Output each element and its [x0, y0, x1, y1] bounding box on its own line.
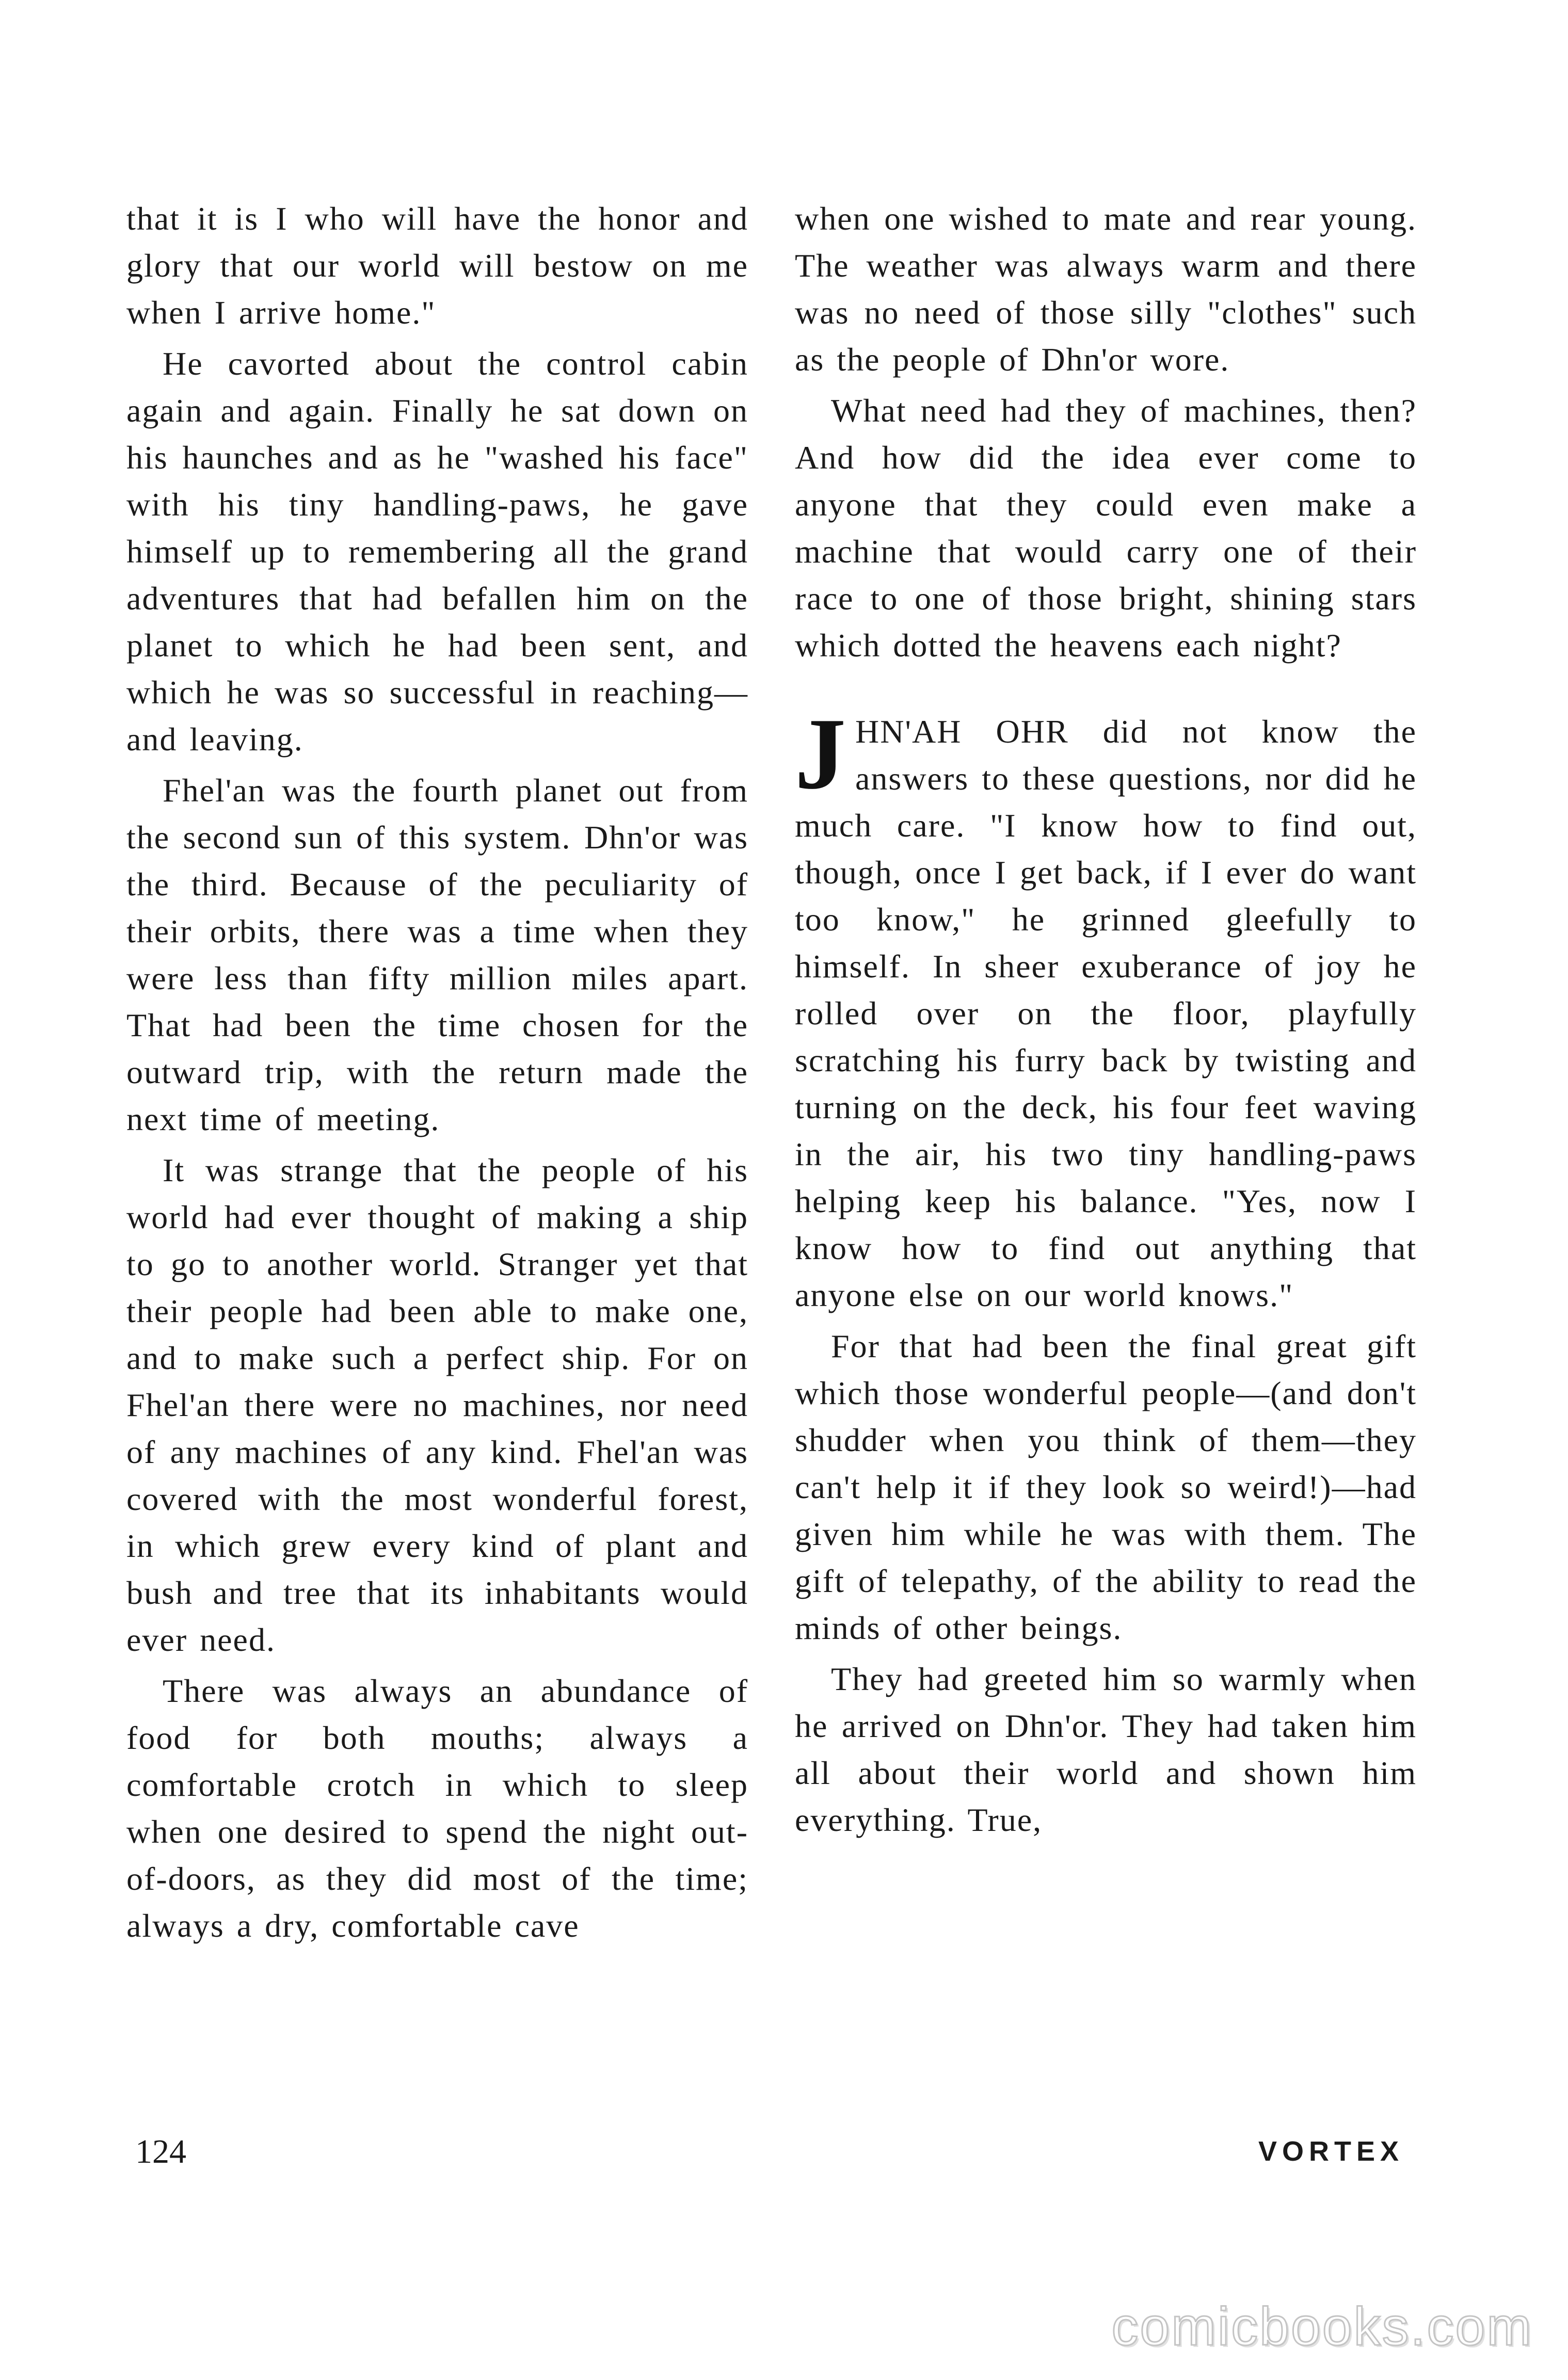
paragraph: For that had been the final great gift which those wonderful people—(and don't shudder when you think of them—they can't help it if they look so weird!)—had given him while he was with them. The gift of telepathy, of the ability to read the minds of other beings. — [795, 1328, 1417, 1646]
watermark: comicbooks.com — [1111, 2297, 1533, 2357]
drop-cap: J — [795, 697, 847, 810]
section-opening-paragraph — [795, 697, 1417, 1318]
paragraph: when one wished to mate and rear young. The weather was always warm and there was no need of those silly "clothes" such as the people of Dhn'or wore. — [795, 200, 1417, 378]
left-column — [126, 195, 748, 1953]
section-opening-text: HN'AH OHR did not know the answers to these questions, nor did he much care. "I know how to find out, though, once I get back, if I ever do want too know," he grinned gleefully to himself. In sheer exuberance of joy he rolled over on the floor, playfully scratching his furry back by twisting and turning on the deck, his four feet waving in the air, his two tiny handling-paws helping keep his balance. "Yes, now I know how to find out anything that anyone else on our world knows." — [795, 713, 1417, 1313]
right-column — [795, 195, 1417, 1847]
paragraph: that it is I who will have the honor and glory that our world will bestow on me when I arrive home." — [126, 200, 748, 331]
magazine-title: VORTEX — [1258, 2136, 1404, 2167]
page-number: 124 — [135, 2133, 186, 2170]
paragraph: What need had they of machines, then? And how did the idea ever come to anyone that they could even make a machine that would carry one of their race to one of those bright, shining stars which dotted the heavens each night? — [795, 392, 1417, 664]
paragraph: Fhel'an was the fourth planet out from the second sun of this system. Dhn'or was the third. Because of the peculiarity of their orbits, there was a time when they were less than fifty million miles apart. That had been the time chosen for the outward trip, with the return made the next time of meeting. — [126, 772, 748, 1137]
paragraph: It was strange that the people of his world had ever thought of making a ship to go to another world. Stranger yet that their people had been able to make one, and to make such a perfect ship. For on Fhel'an there were no machines, nor need of any machines of any kind. Fhel'an was covered with the most wonderful forest, in which grew every kind of plant and bush and tree that its inhabitants would ever need. — [126, 1152, 748, 1658]
paragraph: There was always an abundance of food for both mouths; always a comfortable crotch in which to sleep when one desired to spend the night out-of-doors, as they did most of the time; always a dry, comfortable cave — [126, 1673, 748, 1944]
paragraph: They had greeted him so warmly when he arrived on Dhn'or. They had taken him all about their world and shown him everything. True, — [795, 1661, 1417, 1838]
paragraph: He cavorted about the control cabin again and again. Finally he sat down on his haunches and as he "washed his face" with his tiny handling-paws, he gave himself up to remembering all the grand adventures that had befallen him on the planet to which he had been sent, and which he was so successful in reaching—and leaving. — [126, 345, 748, 758]
